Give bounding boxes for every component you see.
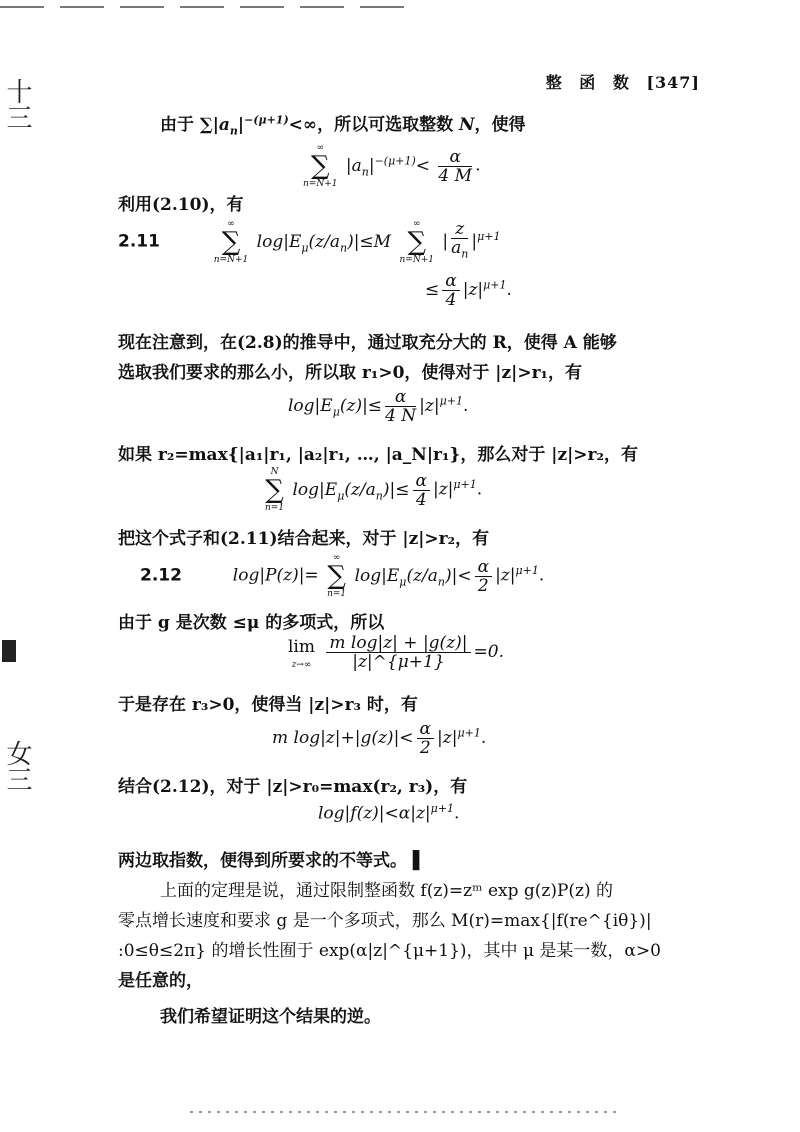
text-p13: 我们希望证明这个结果的逆。	[160, 1007, 381, 1027]
text-p8: 两边取指数，便得到所要求的不等式。 ▌	[118, 851, 426, 871]
math-N: N	[459, 115, 475, 135]
frac-num: α	[413, 472, 430, 491]
eq-tail-sum: ∞ ∑ n=N+1 $|a_n|^{-(\mu+1)}<$ $\frac{\alpha}{4 M}$ .	[303, 143, 481, 189]
text-l1-b: ，所以可选取整数	[317, 115, 454, 135]
frac-den: 2	[419, 738, 431, 758]
text-p3: 如果 r₂=max{|a₁|r₁, |a₂|r₁, …, |a_N|r₁}，那么对于 |z|>r₂，有	[118, 445, 638, 465]
frac-den: 2	[477, 575, 489, 596]
bottom-dots	[190, 1111, 620, 1113]
math-sum-a: $\sum|a_n|^{-(\mu+1)}<\infty$	[199, 113, 318, 138]
text-p12: 是任意的，	[118, 971, 203, 991]
text-p9: 上面的定理是说，通过限制整函数 f(z)=zᵐ exp g(z)P(z) 的	[160, 881, 614, 901]
frac-num: m log|z| + |g(z)|	[326, 634, 470, 653]
text-p6: 于是存在 r₃>0，使得当 |z|>r₃ 时，有	[118, 695, 418, 715]
eq-log-E: $\log|E_\mu(z)|\le$ $\frac{\alpha}{4 N}$ $|z|^{\mu+1}$.	[288, 387, 469, 426]
eq-2-12: 2.12 log|P(z)|= ∞ ∑ n=1 $\log|E_\mu(z/a_n)|<$ $\frac{\alpha}{2}$ $|z|^{\mu+1}$.	[140, 553, 545, 599]
margin-block	[2, 640, 16, 662]
margin-mark-top: 十三	[2, 78, 32, 130]
eq-m-log: m log|z|+|g(z)|< $\frac{\alpha}{2}$ $|z|^{\mu+1}$.	[272, 719, 487, 758]
text-p5: 由于 g 是次数 ≤μ 的多项式，所以	[118, 613, 385, 633]
frac-den: 4	[415, 489, 427, 510]
text-l1-c: ，使得	[474, 115, 526, 135]
top-dash-rule	[0, 6, 420, 8]
frac-num: α	[385, 388, 416, 407]
text-p10: 零点增长速度和要求 g 是一个多项式，那么 M(r)=max{|f(re^{iθ})|	[118, 911, 652, 931]
text-p4: 把这个式子和(2.11)结合起来，对于 |z|>r₂，有	[118, 529, 490, 549]
frac-num: α	[475, 558, 492, 577]
text-l3: 利用(2.10)，有	[118, 195, 244, 215]
frac-num: α	[417, 720, 434, 739]
text-p1: 现在注意到，在(2.8)的推导中，通过取充分大的 R，使得 A 能够	[118, 333, 617, 353]
eq-2-12-label: 2.12	[140, 565, 182, 586]
frac-den: 4 N	[385, 406, 417, 426]
text-p2: 选取我们要求的那么小，所以取 r₁>0，使得对于 |z|>r₁，有	[118, 363, 582, 383]
eq-log-f: $\log|f(z)|<\alpha|z|^{\mu+1}$.	[318, 802, 460, 824]
eq-limit: lim z→∞ $\frac{\text{m log|z| + |g(z)|}}{|z|\^{}\{\mu+1\}}$ =0.	[288, 633, 504, 672]
frac-num: α	[442, 272, 459, 291]
line-1	[160, 110, 526, 137]
frac-num: α	[438, 148, 472, 167]
eq-finite-sum: N ∑ n=1 $\log|E_\mu(z/a_n)|\le$ $\frac{\alpha}{4}$ $|z|^{\mu+1}$.	[265, 467, 483, 513]
page-number: [347]	[646, 73, 700, 92]
eq-2-11-label: 2.11	[118, 231, 160, 252]
frac-den: 4 M	[438, 165, 473, 186]
header-title: 整 函 数	[545, 73, 635, 92]
text-l1-a: 由于	[160, 115, 194, 135]
margin-mark-bottom: 女三	[2, 740, 32, 792]
eq-2-11: 2.11 ∞ ∑ n=N+1 $\log|E_\mu(z/a_n)|\le M$ ∞ ∑ n=N+1 | $\frac{z}{a_n}$ $|^{\mu+1}$	[118, 219, 501, 265]
running-header	[546, 70, 700, 93]
text-p7: 结合(2.12)，对于 |z|>r₀=max(r₂, r₃)，有	[118, 777, 468, 797]
text-p11: :0≤θ≤2π} 的增长性囿于 exp(α|z|^{μ+1})，其中 μ 是某一数，α>0	[118, 941, 661, 961]
eq-2-11-line2: ≤ $\frac{\alpha}{4}$ $|z|^{\mu+1}$.	[425, 271, 512, 310]
frac-den: 4	[445, 290, 457, 310]
frac-den: |z|^{μ+1}	[352, 652, 445, 672]
